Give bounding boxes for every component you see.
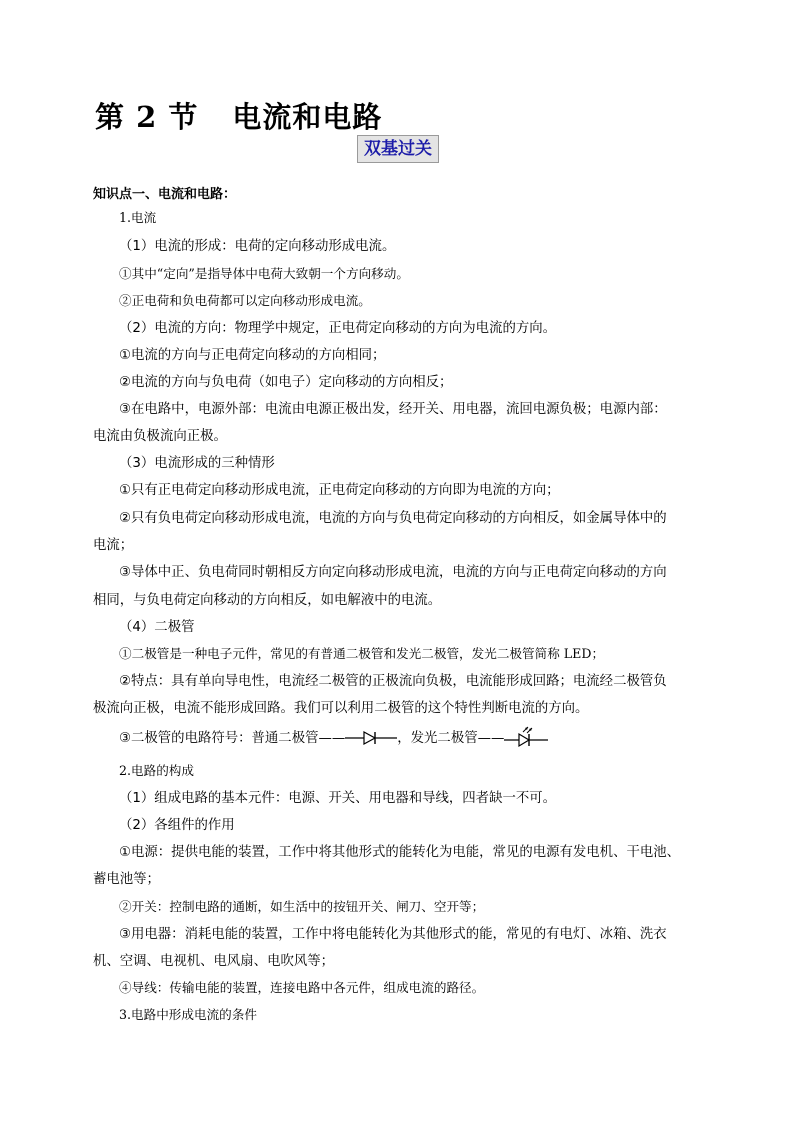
item-current: 1.电流: [119, 210, 157, 225]
para-power-source: ①电源：提供电能的装置，工作中将其他形式的能转化为电能，常见的电源有发电机、干电池、: [119, 845, 681, 860]
item-current-conditions: 3.电路中形成电流的条件: [119, 1007, 257, 1022]
led-symbol-icon: [504, 726, 548, 750]
dual-basics-badge: 双基过关: [357, 135, 439, 163]
section-name: 电流和电路: [232, 100, 383, 134]
para-current-formation: （1）电流的形成：电荷的定向移动形成电流。: [119, 239, 396, 254]
para-both-charges: ②正电荷和负电荷都可以定向移动形成电流。: [119, 293, 371, 308]
para-case-both: ③导体中正、负电荷同时朝相反方向定向移动形成电流，电流的方向与正电荷定向移动的方向: [119, 565, 667, 580]
para-switch: ②开关：控制电路的通断，如生活中的按钮开关、闸刀、空开等；: [119, 899, 485, 914]
section-title: [95, 95, 382, 136]
para-case-negative: ②只有负电荷定向移动形成电流，电流的方向与负电荷定向移动的方向相反，如金属导体中的: [119, 511, 667, 526]
para-case-negative-cont: 电流；: [93, 538, 134, 553]
para-case-positive: ①只有正电荷定向移动形成电流，正电荷定向移动的方向即为电流的方向；: [119, 483, 560, 498]
item-circuit-structure: 2.电路的构成: [119, 763, 194, 778]
para-diode: （4）二极管: [119, 620, 195, 635]
section-number: 第 2 节: [95, 100, 199, 134]
para-wire: ④导线：传输电能的装置，连接电路中各元件，组成电流的路径。: [119, 980, 485, 995]
para-diode-intro: ①二极管是一种电子元件，常见的有普通二极管和发光二极管，发光二极管简称 LED；: [119, 646, 605, 661]
para-appliance-cont: 机、空调、电视机、电风扇、电吹风等；: [93, 954, 335, 969]
para-diode-property: ②特点：具有单向导电性，电流经二极管的正极流向负极，电流能形成回路；电流经二极管负: [119, 674, 667, 689]
para-case-both-cont: 相同，与负电荷定向移动的方向相反，如电解液中的电流。: [93, 593, 442, 608]
para-directional-meaning: ①其中“定向”是指导体中电荷大致朝一个方向移动。: [119, 266, 409, 281]
para-power-source-cont: 蓄电池等；: [93, 872, 160, 887]
para-component-roles: （2）各组件的作用: [119, 818, 235, 833]
para-diode-property-cont: 极流向正极，电流不能形成回路。我们可以利用二极管的这个特性判断电流的方向。: [93, 701, 589, 716]
para-current-direction: （2）电流的方向：物理学中规定，正电荷定向移动的方向为电流的方向。: [119, 321, 557, 336]
para-positive-same: ①电流的方向与正电荷定向移动的方向相同；: [119, 348, 386, 363]
para-negative-opposite: ②电流的方向与负电荷（如电子）定向移动的方向相反；: [119, 375, 453, 390]
para-appliance: ③用电器：消耗电能的装置，工作中将电能转化为其他形式的能，常见的有电灯、冰箱、洗衣: [119, 927, 667, 942]
diode-symbol-text-1: ③二极管的电路符号：普通二极管——: [119, 731, 346, 746]
diode-symbol-icon: [345, 729, 397, 747]
para-basic-components: （1）组成电路的基本元件：电源、开关、用电器和导线，四者缺一不可。: [119, 791, 557, 806]
knowledge-point-heading: 知识点一、电流和电路：: [93, 187, 237, 202]
diode-symbol-text-2: ，发光二极管——: [397, 731, 505, 746]
para-circuit-direction-cont: 电流由负极流向正极。: [93, 429, 227, 444]
para-three-cases: （3）电流形成的三种情形: [119, 456, 275, 471]
para-circuit-direction: ③在电路中，电源外部：电流由电源正极出发，经开关、用电器，流回电源负极；电源内部：: [119, 402, 667, 417]
para-diode-symbols: [119, 726, 548, 750]
